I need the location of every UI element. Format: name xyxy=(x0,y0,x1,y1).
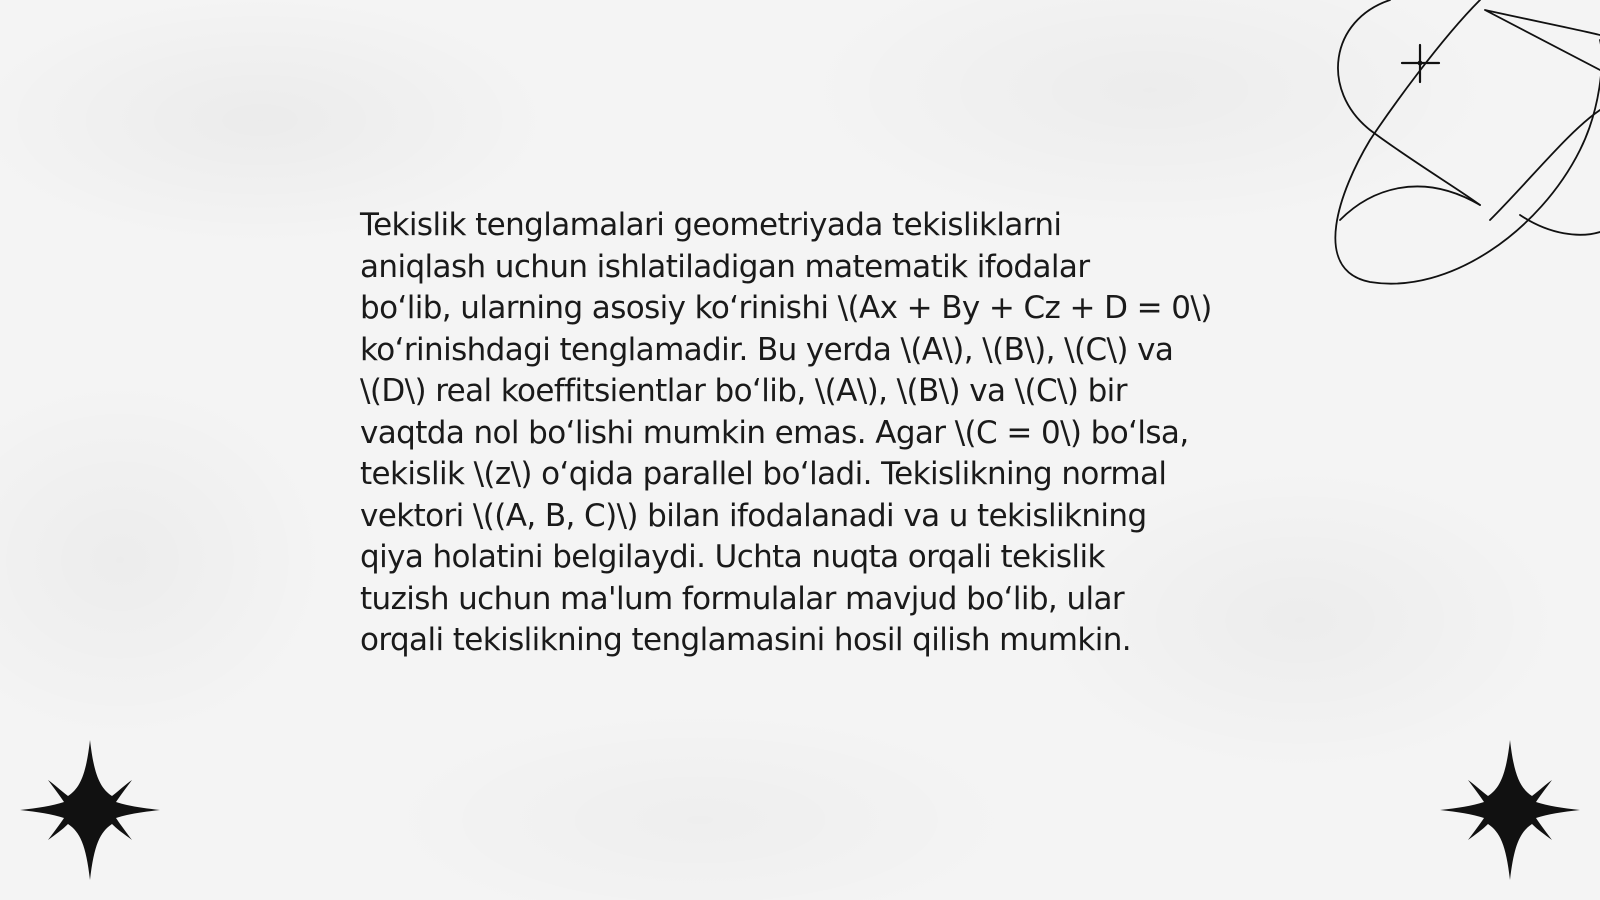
paragraph-line-5: \(D\) real koeffitsientlar bo‘lib, \(A\), \(B\) va \(C\) bir xyxy=(360,373,1127,409)
orbit-wing-path xyxy=(1485,10,1600,70)
paragraph-line-6: vaqtda nol bo‘lishi mumkin emas. Agar \(C = 0\) bo‘lsa, xyxy=(360,414,1189,451)
paragraph-line-8: vektori \((A, B, C)\) bilan ifodalanadi va u tekislikning xyxy=(360,497,1147,534)
orbit-tail-path xyxy=(1490,110,1600,235)
orbit-lines-icon xyxy=(1330,0,1600,290)
four-point-star-icon xyxy=(20,740,160,880)
four-point-star-icon xyxy=(1440,740,1580,880)
paragraph-line-11: orqali tekislikning tenglamasini hosil qilish mumkin. xyxy=(360,622,1132,658)
paragraph-line-3: bo‘lib, ularning asosiy ko‘rinishi \(Ax + By + Cz + D = 0\) xyxy=(360,290,1212,326)
paragraph-line-9: qiya holatini belgilaydi. Uchta nuqta orqali tekislik xyxy=(360,539,1105,575)
paragraph-line-7: tekislik \(z\) o‘qida parallel bo‘ladi. Tekislikning normal xyxy=(360,456,1167,492)
star-shape xyxy=(20,740,160,880)
orbit-loop-path xyxy=(1338,0,1480,205)
paragraph-line-4: ko‘rinishdagi tenglamadir. Bu yerda \(A\), \(B\), \(C\) va xyxy=(360,331,1174,368)
paragraph-line-10: tuzish uchun ma'lum formulalar mavjud bo‘lib, ular xyxy=(360,580,1125,617)
paragraph-line-1: Tekislik tenglamalari geometriyada tekisliklarni xyxy=(360,207,1062,243)
body-paragraph xyxy=(360,205,1260,662)
paragraph-line-2: aniqlash uchun ishlatiladigan matematik ifodalar xyxy=(360,248,1090,285)
sparkle-center xyxy=(1418,61,1423,66)
star-shape xyxy=(1440,740,1580,880)
orbit-arc-path xyxy=(1335,0,1600,284)
